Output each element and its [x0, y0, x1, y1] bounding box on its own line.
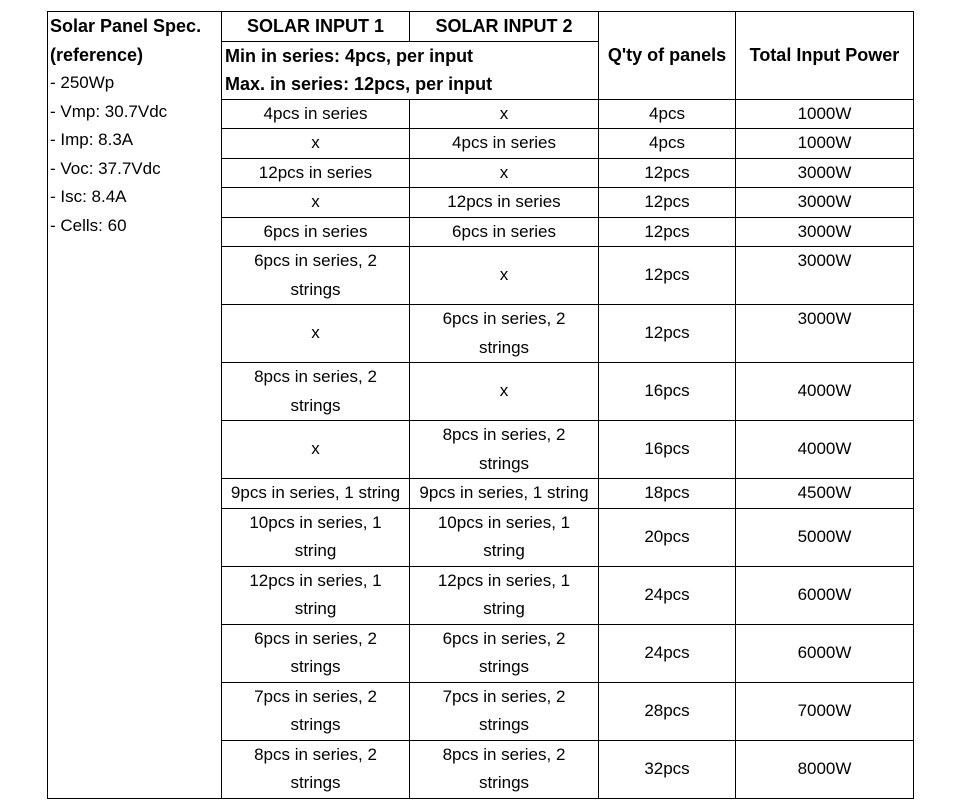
solar-input-1-cell — [222, 421, 410, 479]
cell-text: strings — [290, 279, 341, 299]
power-cell: 3000W — [736, 188, 914, 218]
solar-input-1-header: SOLAR INPUT 1 — [222, 12, 410, 42]
spec-title: Solar Panel Spec. — [50, 16, 202, 36]
qty-cell: 12pcs — [599, 305, 736, 363]
cell-text: 8pcs in series, 2 — [254, 744, 377, 764]
cell-text: 4pcs in series — [263, 103, 368, 123]
solar-input-2-cell — [410, 217, 599, 247]
qty-cell: 18pcs — [599, 479, 736, 509]
spec-subtitle: (reference) — [50, 44, 144, 65]
header-row — [48, 12, 914, 42]
solar-input-1-cell — [222, 158, 410, 188]
solar-input-1-cell — [222, 740, 410, 798]
solar-input-2-cell — [410, 740, 599, 798]
solar-input-1-cell — [222, 479, 410, 509]
solar-input-1-cell — [222, 217, 410, 247]
cell-text: x — [311, 133, 320, 152]
power-cell: 6000W — [736, 624, 914, 682]
cell-text: 6pcs in series, 2 — [442, 628, 566, 648]
solar-input-2-cell — [410, 129, 599, 159]
cell-text: strings — [290, 395, 341, 415]
solar-input-2-cell — [410, 421, 599, 479]
qty-panels-header: Q'ty of panels — [599, 12, 736, 100]
power-cell: 4000W — [736, 363, 914, 421]
cell-text: string — [294, 541, 337, 560]
cell-text: strings — [478, 453, 530, 473]
solar-input-2-cell — [410, 682, 599, 740]
solar-input-1-cell — [222, 129, 410, 159]
cell-text: x — [311, 323, 320, 343]
spec-item: - Cells: 60 — [50, 215, 127, 235]
qty-cell: 16pcs — [599, 363, 736, 421]
cell-text: x — [311, 439, 320, 459]
power-cell: 1000W — [736, 99, 914, 129]
solar-input-2-cell — [410, 158, 599, 188]
power-cell: 3000W — [736, 305, 914, 363]
qty-cell: 20pcs — [599, 508, 736, 566]
cell-text: 6pcs in series — [263, 221, 368, 241]
qty-cell: 4pcs — [599, 99, 736, 129]
spec-item: - Vmp: 30.7Vdc — [50, 101, 168, 121]
cell-text: x — [311, 192, 320, 211]
solar-input-2-cell — [410, 624, 599, 682]
solar-input-2-cell — [410, 508, 599, 566]
solar-input-1-cell — [222, 508, 410, 566]
cell-text: x — [499, 162, 509, 182]
qty-cell: 28pcs — [599, 682, 736, 740]
cell-text: string — [483, 541, 525, 560]
cell-text: 12pcs in series — [447, 192, 561, 211]
cell-text: string — [483, 599, 525, 618]
cell-text: 12pcs in series, 1 — [437, 570, 571, 590]
spec-item: - Imp: 8.3A — [50, 130, 134, 149]
cell-text: 9pcs in series, 1 string — [419, 483, 589, 502]
power-cell: 1000W — [736, 129, 914, 159]
qty-cell: 12pcs — [599, 247, 736, 305]
solar-input-2-cell — [410, 566, 599, 624]
cell-text: x — [499, 103, 509, 123]
solar-config-table — [47, 11, 914, 799]
solar-input-2-cell — [410, 363, 599, 421]
solar-input-2-cell — [410, 479, 599, 509]
solar-input-2-cell — [410, 188, 599, 218]
qty-cell: 12pcs — [599, 188, 736, 218]
power-cell: 3000W — [736, 158, 914, 188]
cell-text: 8pcs in series, 2 — [442, 425, 566, 444]
qty-cell: 24pcs — [599, 566, 736, 624]
solar-input-1-cell — [222, 247, 410, 305]
cell-text: x — [499, 381, 509, 401]
series-limits-cell — [222, 41, 599, 99]
cell-text: 10pcs in series, 1 — [437, 512, 571, 532]
cell-text: 6pcs in series, 2 — [254, 251, 377, 270]
cell-text: 8pcs in series, 2 — [254, 367, 377, 386]
cell-text: 7pcs in series, 2 — [442, 686, 566, 706]
solar-input-1-cell — [222, 624, 410, 682]
solar-input-2-cell — [410, 305, 599, 363]
cell-text: strings — [290, 715, 341, 734]
spec-item: - Voc: 37.7Vdc — [50, 158, 161, 178]
cell-text: 6pcs in series, 2 — [442, 309, 566, 328]
cell-text: strings — [290, 657, 341, 676]
cell-text: 8pcs in series, 2 — [442, 744, 566, 764]
solar-input-2-header: SOLAR INPUT 2 — [410, 12, 599, 42]
min-series-text: Min in series: 4pcs, per input — [225, 45, 474, 66]
power-cell: 4500W — [736, 479, 914, 509]
power-cell: 5000W — [736, 508, 914, 566]
cell-text: strings — [478, 657, 530, 676]
solar-input-2-cell — [410, 247, 599, 305]
cell-text: strings — [478, 337, 530, 357]
spec-item: - 250Wp — [50, 73, 115, 92]
power-cell: 8000W — [736, 740, 914, 798]
panel-spec-cell — [48, 12, 222, 799]
qty-cell: 32pcs — [599, 740, 736, 798]
total-power-header: Total Input Power — [736, 12, 914, 100]
spec-item: - Isc: 8.4A — [50, 187, 127, 206]
solar-input-1-cell — [222, 682, 410, 740]
cell-text: 4pcs in series — [452, 133, 556, 152]
cell-text: 6pcs in series, 2 — [254, 628, 377, 648]
cell-text: 12pcs in series, 1 — [249, 570, 382, 590]
cell-text: string — [294, 599, 337, 618]
power-cell: 3000W — [736, 217, 914, 247]
cell-text: 10pcs in series, 1 — [249, 512, 382, 532]
qty-cell: 24pcs — [599, 624, 736, 682]
cell-text: 7pcs in series, 2 — [254, 686, 377, 706]
cell-text: strings — [478, 715, 530, 734]
max-series-text: Max. in series: 12pcs, per input — [225, 74, 493, 94]
cell-text: 6pcs in series — [452, 221, 556, 241]
cell-text: 12pcs in series — [258, 162, 373, 182]
solar-input-1-cell — [222, 305, 410, 363]
solar-input-1-cell — [222, 188, 410, 218]
cell-text: strings — [478, 773, 530, 792]
solar-input-1-cell — [222, 566, 410, 624]
power-cell: 4000W — [736, 421, 914, 479]
qty-cell: 12pcs — [599, 158, 736, 188]
power-cell: 7000W — [736, 682, 914, 740]
solar-input-1-cell — [222, 363, 410, 421]
cell-text: x — [499, 265, 509, 285]
solar-input-2-cell — [410, 99, 599, 129]
qty-cell: 16pcs — [599, 421, 736, 479]
qty-cell: 12pcs — [599, 217, 736, 247]
cell-text: strings — [290, 773, 341, 792]
cell-text: 9pcs in series, 1 string — [230, 483, 401, 502]
power-cell: 3000W — [736, 247, 914, 305]
solar-input-1-cell — [222, 99, 410, 129]
qty-cell: 4pcs — [599, 129, 736, 159]
power-cell: 6000W — [736, 566, 914, 624]
